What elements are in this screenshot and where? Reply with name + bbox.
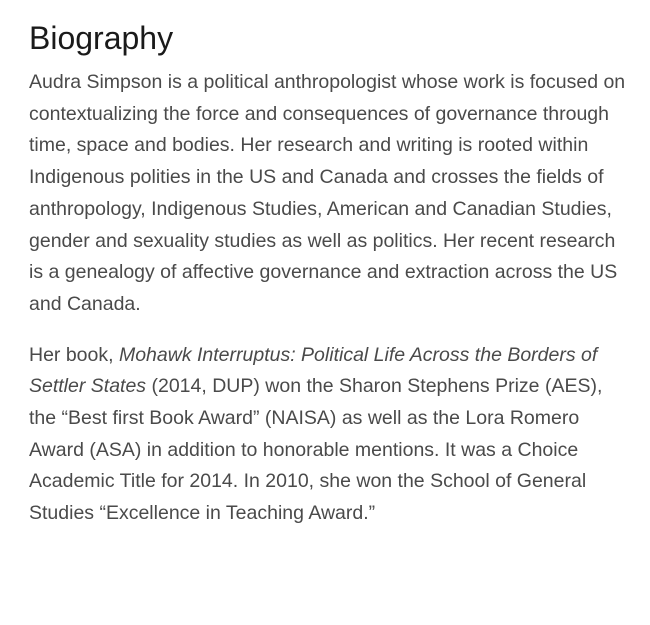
paragraph-2-prefix: Her book, [29,343,119,366]
book-title: Mohawk Interruptus: Political Life Across the Borders of Settler States [29,343,598,398]
biography-section [29,18,629,530]
section-heading: Biography [29,20,174,56]
bio-paragraph-2 [29,340,629,530]
bio-paragraph-1: Audra Simpson is a political anthropologist whose work is focused on contextualizing the force and consequences of governance through time, space and bodies. Her research and writing is rooted within Indigenous polities in the US and Canada and crosses the fields of anthropology, Indigenous Studies, American and Canadian Studies, gender and sexuality studies as well as politics. Her recent research is a genealogy of affective governance and extraction across the US and Canada. [29,71,626,315]
paragraph-2-suffix: (2014, DUP) won the Sharon Stephens Prize (AES), the “Best first Book Award” (NAISA) as well as the Lora Romero Award (ASA) in addition to honorable mentions. It was a Choice Academic Title for 2014. In 2010, she won the School of General Studies “Excellence in Teaching Award.” [29,375,603,525]
